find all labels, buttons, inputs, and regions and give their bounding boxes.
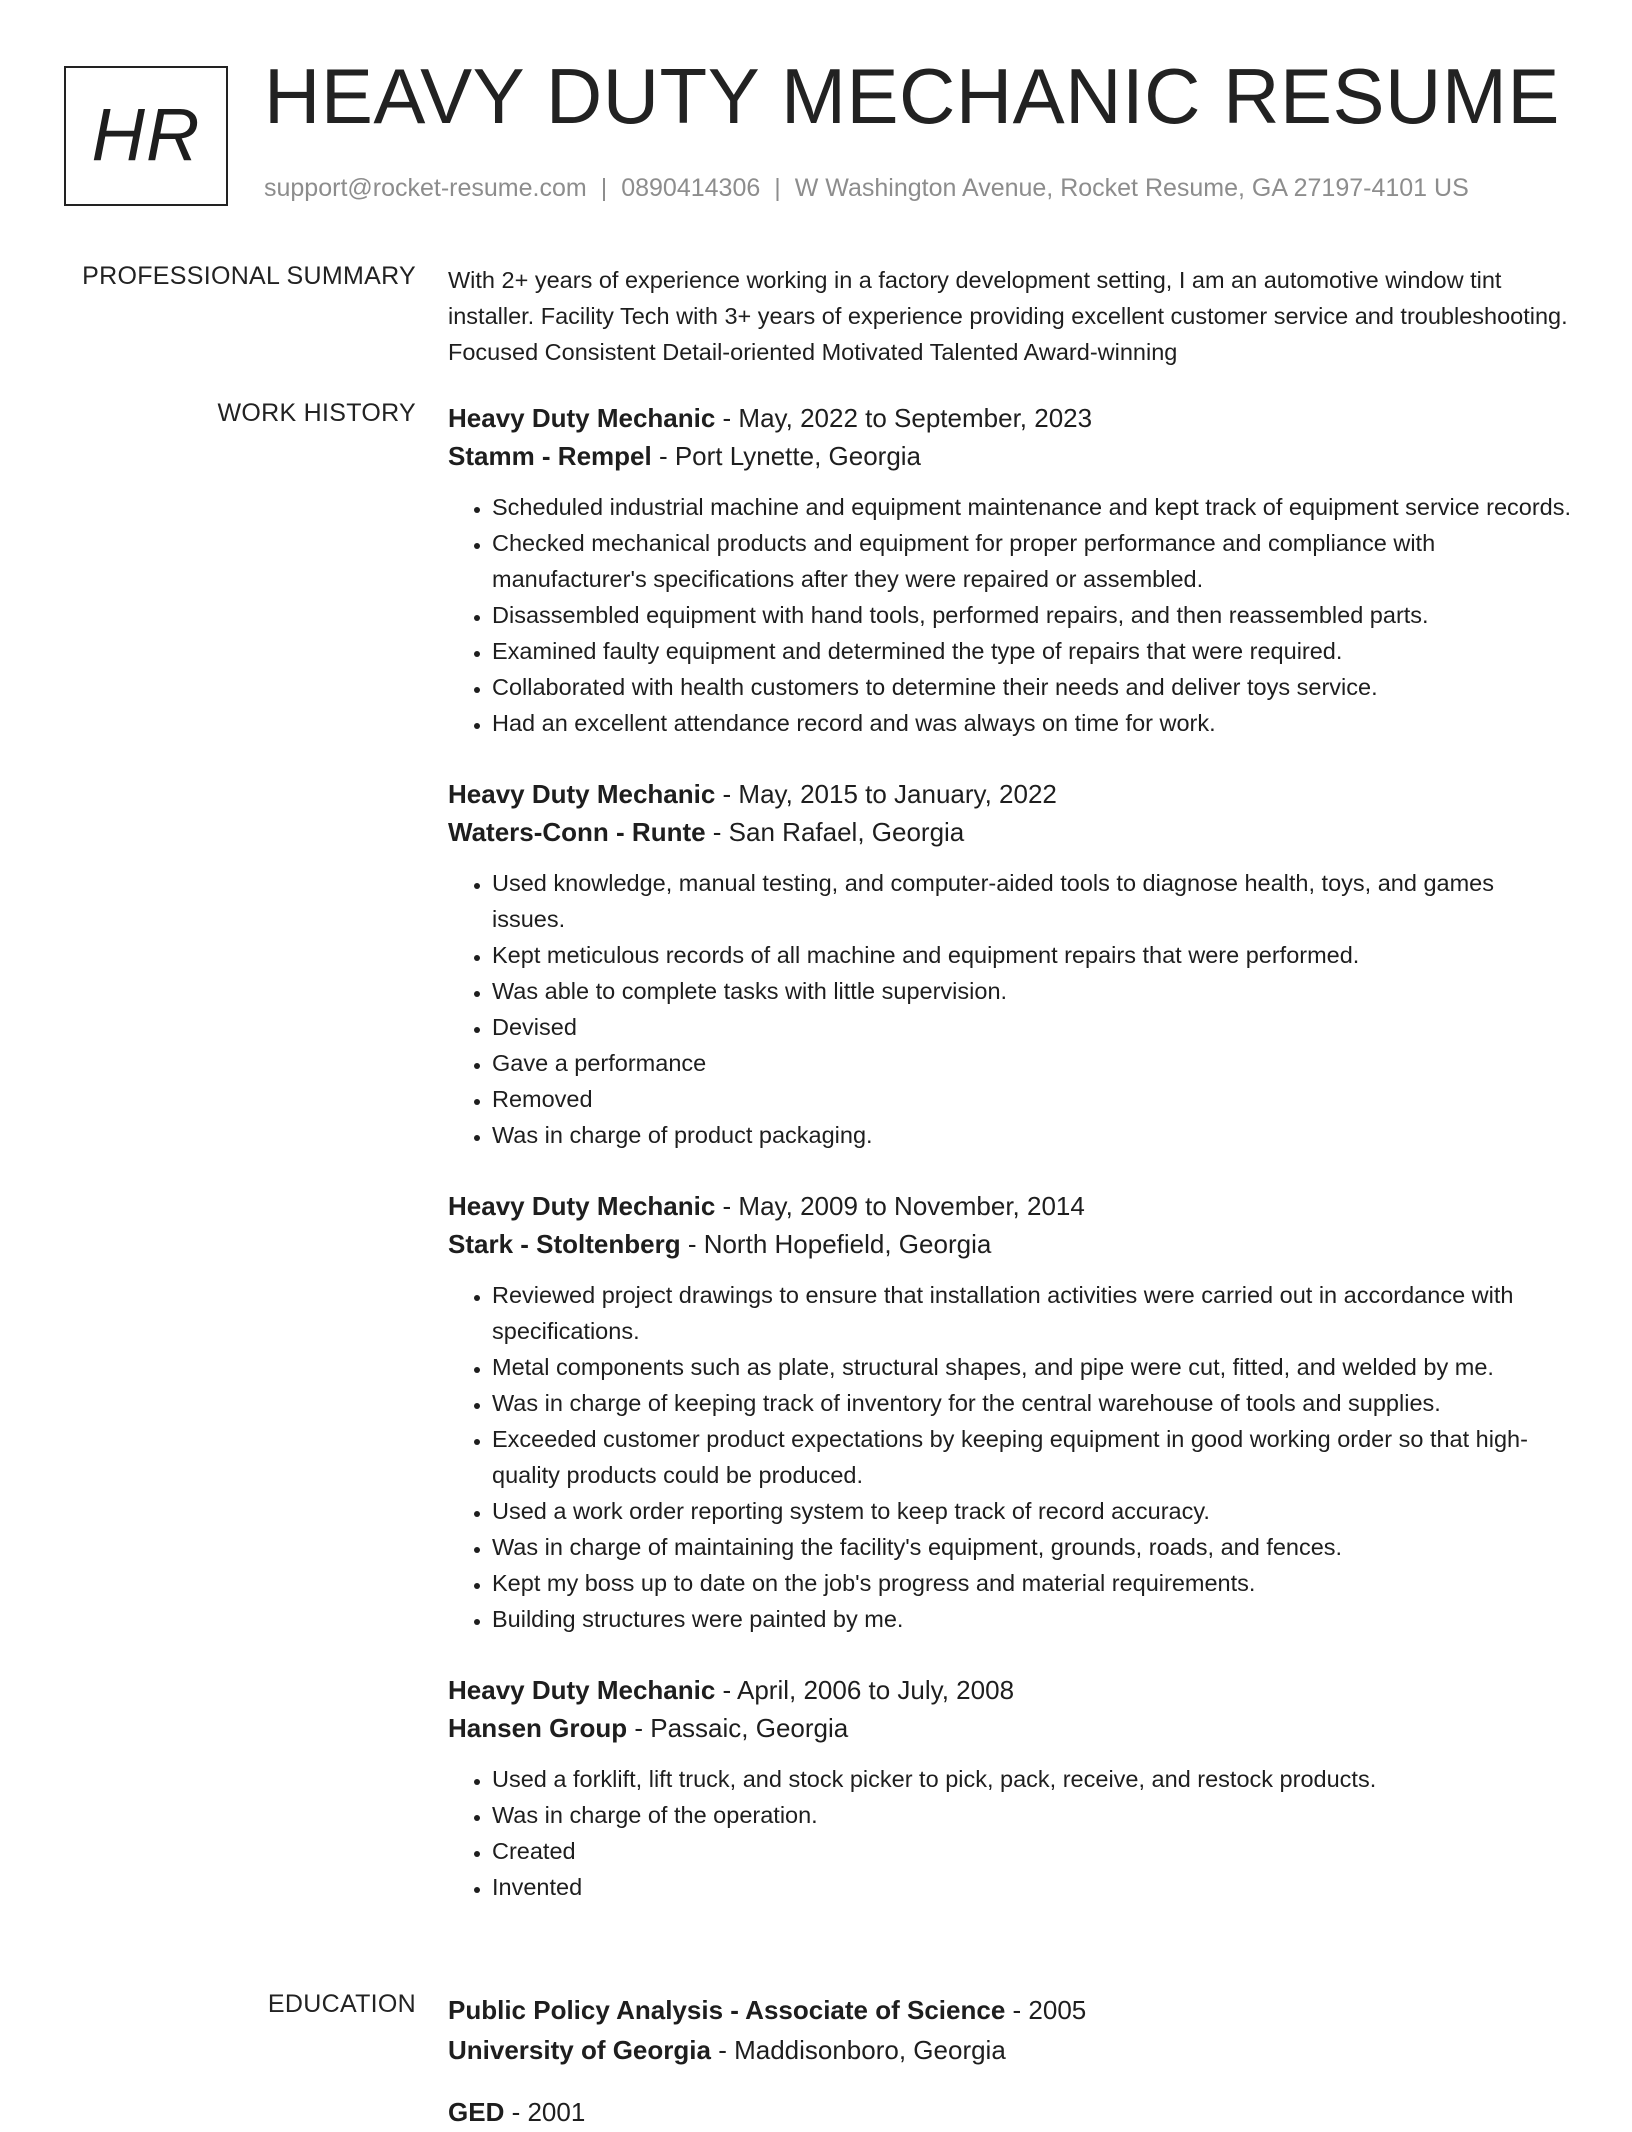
contact-separator: |	[774, 174, 781, 202]
job-bullet: • Gave a performance	[492, 1045, 1572, 1081]
job-company-line	[448, 813, 1572, 851]
resume-title: HEAVY DUTY MECHANIC RESUME	[264, 52, 1560, 140]
jobs-list	[448, 399, 1572, 1939]
education-degree: Public Policy Analysis - Associate of Science	[448, 1995, 1006, 2025]
job-bullet: • Used a forklift, lift truck, and stock picker to pick, pack, receive, and restock products.	[492, 1761, 1572, 1797]
job-bullet: • Metal components such as plate, structural shapes, and pipe were cut, fitted, and welded by me.	[492, 1349, 1572, 1385]
initials-monogram	[64, 66, 228, 206]
job-bullets	[448, 1277, 1572, 1637]
education-school: University of Georgia	[448, 2035, 711, 2065]
education-year: - 2005	[1005, 1995, 1087, 2025]
job-bullet: • Invented	[492, 1869, 1572, 1905]
education-degree-line	[448, 1990, 1572, 2030]
job-entry	[448, 775, 1572, 1153]
job-bullet: • Removed	[492, 1081, 1572, 1117]
job-bullet: • Disassembled equipment with hand tools, performed repairs, and then reassembled parts.	[492, 597, 1572, 633]
job-bullet: • Was in charge of keeping track of inventory for the central warehouse of tools and supplies.	[492, 1385, 1572, 1421]
education-degree-line	[448, 2092, 1572, 2132]
job-company-line	[448, 437, 1572, 475]
job-entry	[448, 1671, 1572, 1905]
section-label-education: EDUCATION	[267, 1990, 416, 2018]
job-company-line	[448, 1225, 1572, 1263]
job-entry	[448, 1187, 1572, 1637]
education-location: - Maddisonboro, Georgia	[710, 2035, 1006, 2065]
job-bullet: • Scheduled industrial machine and equipment maintenance and kept track of equipment service records.	[492, 489, 1572, 525]
job-location: - North Hopefield, Georgia	[680, 1229, 992, 1259]
job-bullet: • Used a work order reporting system to keep track of record accuracy.	[492, 1493, 1572, 1529]
contact-line	[264, 174, 1469, 203]
job-bullet: • Was in charge of maintaining the facility's equipment, grounds, roads, and fences.	[492, 1529, 1572, 1565]
job-location: - Port Lynette, Georgia	[651, 441, 922, 471]
job-title-line	[448, 1187, 1572, 1225]
contact-email[interactable]: support@rocket-resume.com	[264, 174, 587, 202]
job-entry	[448, 399, 1572, 741]
job-location: - San Rafael, Georgia	[705, 817, 965, 847]
job-bullet: • Was able to complete tasks with little supervision.	[492, 973, 1572, 1009]
job-title-line	[448, 399, 1572, 437]
job-bullet: • Exceeded customer product expectations by keeping equipment in good working order so that high-quality products could be produced.	[492, 1421, 1572, 1493]
job-company: Waters-Conn - Runte	[448, 817, 706, 847]
job-title-line	[448, 775, 1572, 813]
job-title: Heavy Duty Mechanic	[448, 403, 716, 433]
job-bullet: • Used knowledge, manual testing, and computer-aided tools to diagnose health, toys, and games issues.	[492, 865, 1572, 937]
job-bullet: • Devised	[492, 1009, 1572, 1045]
job-bullet: • Reviewed project drawings to ensure that installation activities were carried out in accordance with specifications.	[492, 1277, 1572, 1349]
section-label-work-history: WORK HISTORY	[217, 399, 416, 427]
summary-text: With 2+ years of experience working in a factory development setting, I am an automotive window tint installer. Facility Tech with 3+ years of experience providing excellent customer service and troubleshooting. Focused Consistent Detail-oriented Motivated Talented Award-winning	[448, 267, 1568, 365]
contact-phone[interactable]: 0890414306	[621, 174, 761, 202]
job-dates: - April, 2006 to July, 2008	[715, 1675, 1015, 1705]
job-title: Heavy Duty Mechanic	[448, 1675, 716, 1705]
job-dates: - May, 2015 to January, 2022	[715, 779, 1057, 809]
initials-text: HR	[91, 92, 201, 176]
job-title: Heavy Duty Mechanic	[448, 1191, 716, 1221]
job-company: Hansen Group	[448, 1713, 628, 1743]
education-school-line	[448, 2030, 1572, 2070]
job-company-line	[448, 1709, 1572, 1747]
job-title: Heavy Duty Mechanic	[448, 779, 716, 809]
job-bullet: • Kept meticulous records of all machine and equipment repairs that were performed.	[492, 937, 1572, 973]
job-bullet: • Was in charge of product packaging.	[492, 1117, 1572, 1153]
job-bullet: • Checked mechanical products and equipment for proper performance and compliance with manufacturer's specifications after they were repaired or assembled.	[492, 525, 1572, 597]
education-degree: GED	[448, 2097, 505, 2127]
job-bullet: • Kept my boss up to date on the job's progress and material requirements.	[492, 1565, 1572, 1601]
job-bullet: • Had an excellent attendance record and was always on time for work.	[492, 705, 1572, 741]
job-bullet: • Created	[492, 1833, 1572, 1869]
job-bullet: • Collaborated with health customers to determine their needs and deliver toys service.	[492, 669, 1572, 705]
job-bullets	[448, 1761, 1572, 1905]
job-company: Stark - Stoltenberg	[448, 1229, 681, 1259]
job-title-line	[448, 1671, 1572, 1709]
job-company: Stamm - Rempel	[448, 441, 652, 471]
job-dates: - May, 2009 to November, 2014	[715, 1191, 1085, 1221]
education-year: - 2001	[504, 2097, 586, 2127]
contact-separator: |	[600, 174, 608, 202]
job-bullet: • Building structures were painted by me.	[492, 1601, 1572, 1637]
job-bullets	[448, 865, 1572, 1153]
section-label-summary: PROFESSIONAL SUMMARY	[82, 262, 416, 290]
job-bullet: • Examined faulty equipment and determined the type of repairs that were required.	[492, 633, 1572, 669]
job-dates: - May, 2022 to September, 2023	[715, 403, 1093, 433]
job-bullets	[448, 489, 1572, 741]
job-location: - Passaic, Georgia	[627, 1713, 849, 1743]
contact-address: W Washington Avenue, Rocket Resume, GA 27197-4101 US	[794, 174, 1469, 202]
job-bullet: • Was in charge of the operation.	[492, 1797, 1572, 1833]
